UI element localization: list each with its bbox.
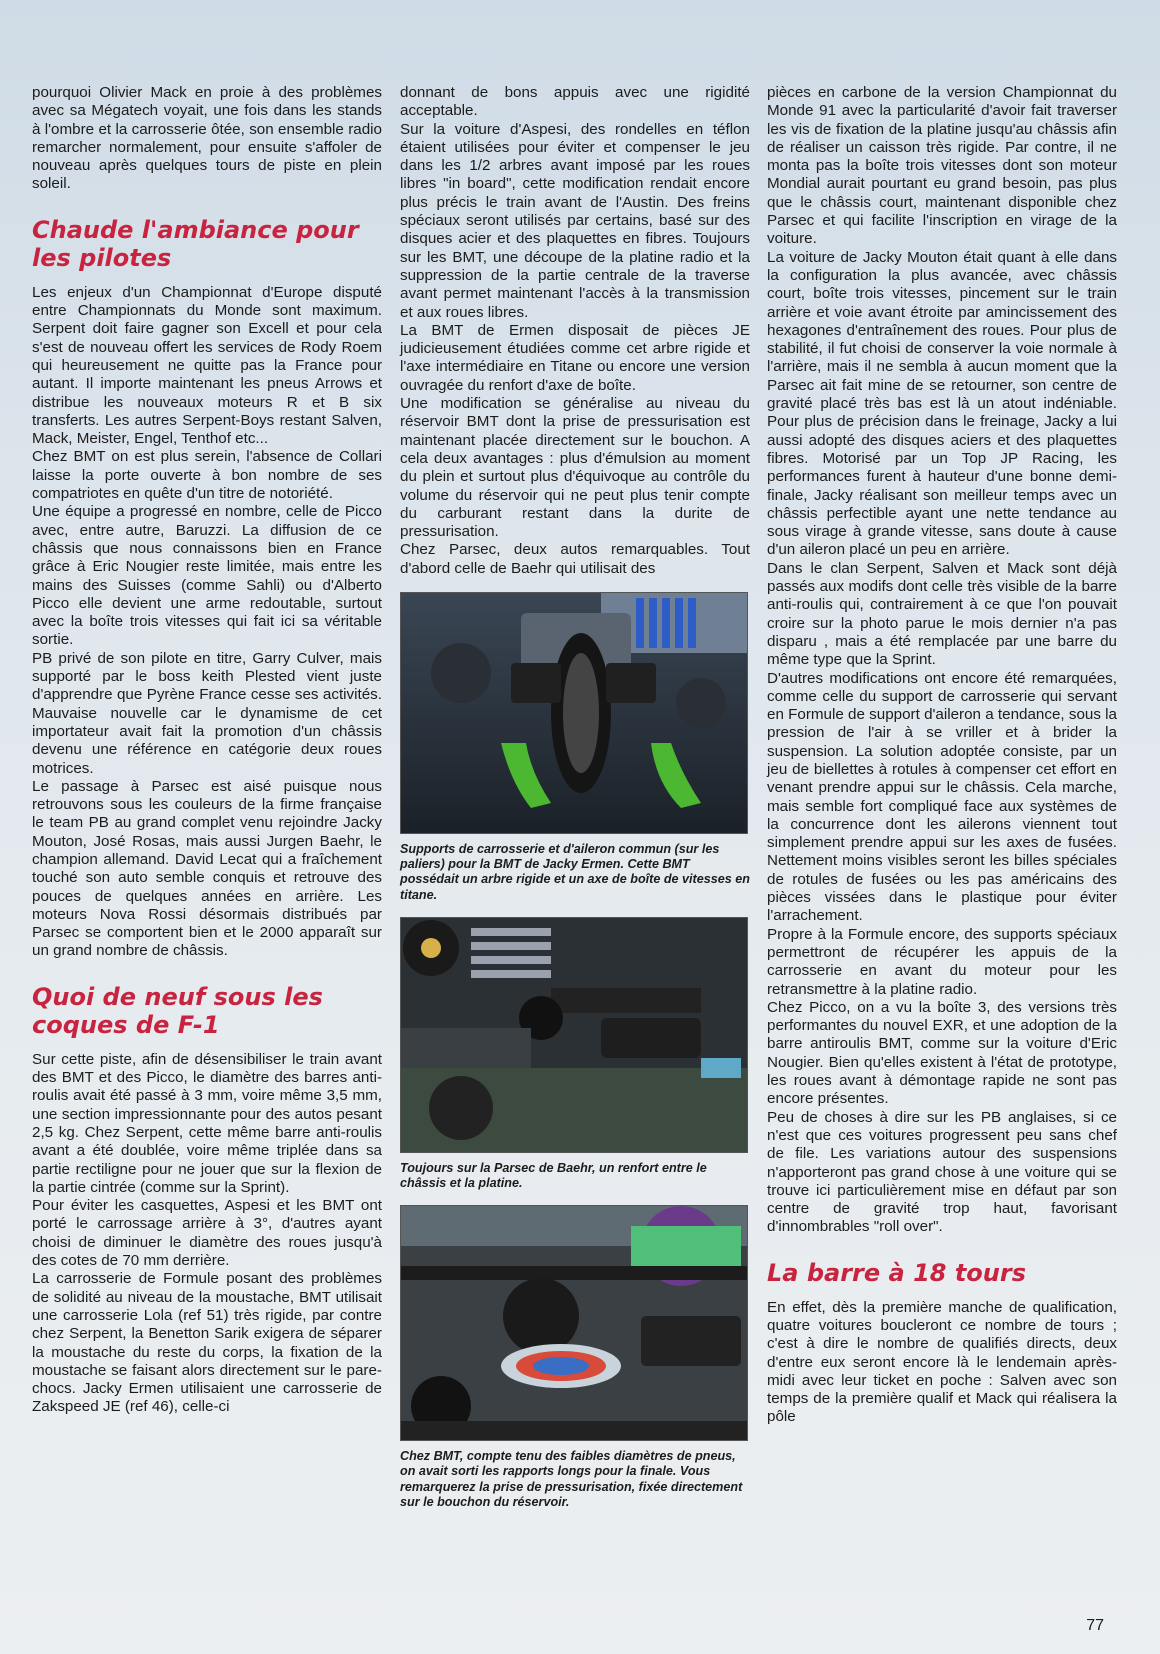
paragraph: La voiture de Jacky Mouton était quant à elle dans la configuration la plus avancée, avec châssis court, boîte trois vitesses, pincement sur le train arrière et voie avant étroite par amincissement des hexagones d'entraînement des roues. Pour plus de stabilité, il fut choisi de conserver la voie normale à l'arrière, mais il ne sembla à aucun moment que la Parsec ait fait mine de se retourner, son centre de gravité placé très bas est là un atout indéniable. Pour plus de précision dans le freinage, Jacky a lui aussi adopté des disques aciers et des plaquettes fibres. Motorisé par un Top JP Racing, les performances furent à hauteur d'une bonne demi-finale, Jacky réalisant son meilleur temps avec un châssis perfectible ayant une nette tendance au sous virage à grande vitesse, sans doute à cause d'un aileron placé un peu en arrière. [767,248,1117,559]
photo-bmt-reservoir [400,1205,748,1441]
paragraph: PB privé de son pilote en titre, Garry Culver, mais supporté par le boss keith Plested vient juste d'apprendre que Pyrène France cesse ses activités. Mauvaise nouvelle car le dynamisme de cet importateur avait fait la promotion d'un châssis devenu une référence en catégorie deux roues motrices. [32,649,382,777]
article-column-2 [400,84,750,1516]
paragraph: Sur cette piste, afin de désensibiliser le train avant des BMT et des Picco, le diamètre des barres anti-roulis avait été passé à 3 mm, voire même 3,5 mm, une section impressionnante pour des autos pesant 2,5 kg. Chez Serpent, cette même barre anti-roulis avant a été doublée, voire même triplée dans sa partie rectiligne pour ne jouer que sur la flexion de la partie cintrée (comme sur la Sprint). [32,1050,382,1196]
paragraph: Chez BMT on est plus serein, l'absence de Collari laisse la porte ouverte à bon nombre de ses compatriotes en quête d'un titre de notoriété. [32,448,382,503]
photo-parsec-baehr [400,917,748,1153]
paragraph: D'autres modifications ont encore été remarquées, comme celle du support de carrosserie qui servant en Formule de support d'aileron a tendance, sous la pression de l'air à se vriller et à brider la suspension. La solution adoptée consiste, par un jeu de biellettes à rotules à compenser cet effort en venant prendre appui sur le châssis. Cela marche, mais semble fort compliqué face aux systèmes de la concurrence dont les ailerons viennent tout simplement prendre appui sur les axes de fusées. Nettement moins visibles seront les billes spéciales de rotules de fusées ou les pas américains des pièces vissées dans le plastique pour éviter l'arrachement. [767,669,1117,925]
photo-bmt-ermen-image [401,593,747,833]
paragraph: En effet, dès la première manche de qualification, quatre voitures boucleront ce nombre de tours ; c'est à dire le nombre de qualifiés directs, deux d'entre eux seront encore là le lendemain après-midi avec leur ticket en poche : Salven avec son temps de la première qualif et Mack qui réalisera la pôle [767,1298,1117,1426]
photo-caption: Supports de carrosserie et d'aileron commun (sur les paliers) pour la BMT de Jacky Ermen. Cette BMT possédait un arbre rigide et un axe de boîte de vitesses en titane. [400,842,750,902]
photo-caption: Chez BMT, compte tenu des faibles diamètres de pneus, on avait sorti les rapports longs pour la finale. Vous remarquerez la prise de pressurisation, fixée directement sur le bouchon du réservoir. [400,1449,743,1509]
paragraph: La carrosserie de Formule posant des problèmes de solidité au niveau de la moustache, BMT utilisait une carrosserie Lola (ref 51) très rigide, par contre chez Serpent, la Benetton Sarik exigera de séparer la moustache du reste du corps, la fixation de la moustache se faisant alors directement sur le pare-chocs. Jacky Ermen utilisaient une carrosserie de Zakspeed JE (ref 46), celle-ci [32,1270,382,1416]
paragraph: pièces en carbone de la version Championnat du Monde 91 avec la particularité d'avoir fait traverser les vis de fixation de la platine jusqu'au châssis afin de réaliser un caisson très rigide. Par contre, il ne monta pas la boîte trois vitesses dont son moteur Mondial aurait pourtant eu grand besoin, pas plus que le châssis court, maintenant disponible chez Parsec et qui facilite l'inscription en virage de la voiture. [767,84,1117,248]
photo-parsec-baehr-image [401,918,747,1152]
paragraph: Peu de choses à dire sur les PB anglaises, si ce n'est que ces voitures progressent peu sans chef de file. Les variations autour des suspensions n'apporteront pas grand chose à une voiture qui se trouve ici particulièrement mise en défaut par son centre de gravité trop haut, favorisant d'innombrables "roll over". [767,1108,1117,1236]
section-heading-ambiance: Chaude l'ambiance pour les pilotes [32,215,359,272]
paragraph: Le passage à Parsec est aisé puisque nous retrouvons sous les couleurs de la firme française le team PB au grand complet venu rejoindre Jacky Mouton, José Rosas, mais aussi Jurgen Baehr, le champion allemand. David Lecat qui a fraîchement touché son auto semble conquis et retrouve des pouces de quelques années en arrière. Les moteurs Nova Rossi désormais distribués par Parsec se comportent bien et le 2000 apparaît sur un grand nombre de châssis. [32,777,382,960]
paragraph: Propre à la Formule encore, des supports spéciaux permettront de récupérer les appuis de la carrosserie en avant du moteur pour les retransmettre à la platine radio. [767,925,1117,998]
paragraph: Les enjeux d'un Championnat d'Europe disputé entre Championnats du Monde sont maximum. Serpent doit faire gagner son Excell et pour cela s'est de nouveau offert les services de Rody Roem qui heureusement ne quitte pas la France pour autant. Il importe maintenant les pneus Arrows et distribue les nouveaux moteurs R et B six transferts. Les autres Serpent-Boys restant Salven, Mack, Meister, Engel, Tenthof etc... [32,283,382,448]
paragraph: Pour éviter les casquettes, Aspesi et les BMT ont porté le carrossage arrière à 3°, d'autres ayant choisi de diminuer le diamètre des roues jusqu'à des cotes de 70 mm derrière. [32,1197,382,1270]
paragraph: donnant de bons appuis avec une rigidité acceptable. [400,84,750,120]
page-number: 77 [1086,1617,1104,1634]
photo-bmt-ermen [400,592,748,834]
paragraph: pourquoi Olivier Mack en proie à des problèmes avec sa Mégatech voyait, une fois dans les stands à l'ombre et la carrosserie ôtée, son ensemble radio remarcher normalement, pour ensuite s'affoler de nouveau après quelques tours de piste en plein soleil. [32,84,382,193]
paragraph: Chez Parsec, deux autos remarquables. Tout d'abord celle de Baehr qui utilisait des [400,541,750,577]
paragraph: Une modification se généralise au niveau du réservoir BMT dont la prise de pressurisation est maintenant placée directement sur le bouchon. A cela deux avantages : plus d'émulsion au moment du plein et surtout plus d'équivoque au contrôle du volume du réservoir qui ne peut plus tenir compte du carburant restant dans la durite de pressurisation. [400,395,750,541]
article-column-3 [767,84,1117,1427]
paragraph: Dans le clan Serpent, Salven et Mack sont déjà passés aux modifs dont celle très visible de la barre anti-roulis qui, contrairement à ce que l'on pouvait croire sur la photo parue le mois dernier n'a pas disparu , mais a été remplacée par une barre du même type que la Sprint. [767,559,1117,669]
paragraph: Chez Picco, on a vu la boîte 3, des versions très performantes du nouvel EXR, et une adoption de la barre antiroulis BMT, comme sur la voiture d'Eric Nougier. Bien qu'elles existent à l'état de prototype, les roues avant à démontage rapide ne sont pas encore présentes. [767,998,1117,1108]
section-heading-f1: Quoi de neuf sous les coques de F-1 [32,982,323,1039]
section-heading-barre: La barre à 18 tours [767,1258,1026,1287]
photo-bmt-reservoir-image [401,1206,747,1440]
paragraph: Sur la voiture d'Aspesi, des rondelles en téflon étaient utilisées pour éviter et compenser le jeu dans les 1/2 arbres avant imposé par les roues libres "in board", cette modification rendait encore plus précis le train avant de l'Austin. Des freins spéciaux seront utilisés par certains, basé sur des disques acier et des plaquettes en fibres. Toujours sur les BMT, une découpe de la platine radio et la suppression de la partie centrale de la traverse avant permet maintenant l'accès à la transmission et aux roues libres. [400,120,750,321]
paragraph: La BMT de Ermen disposait de pièces JE judicieusement étudiées comme cet arbre rigide et l'axe intermédiaire en Titane ou encore une version ouvragée du renfort d'axe de boîte. [400,321,750,394]
article-column-1 [32,84,382,1417]
photo-caption: Toujours sur la Parsec de Baehr, un renfort entre le châssis et la platine. [400,1160,707,1191]
paragraph: Une équipe a progressé en nombre, celle de Picco avec, entre autre, Baruzzi. La diffusion de ce châssis que nous connaissons bien en France grâce à Eric Nougier reste limitée, mais entre les mains des Suisses (comme Sahli) ou d'Alberto Picco elle devient une arme redoutable, surtout avec la boîte trois vitesses qui fait ici sa véritable sortie. [32,503,382,649]
